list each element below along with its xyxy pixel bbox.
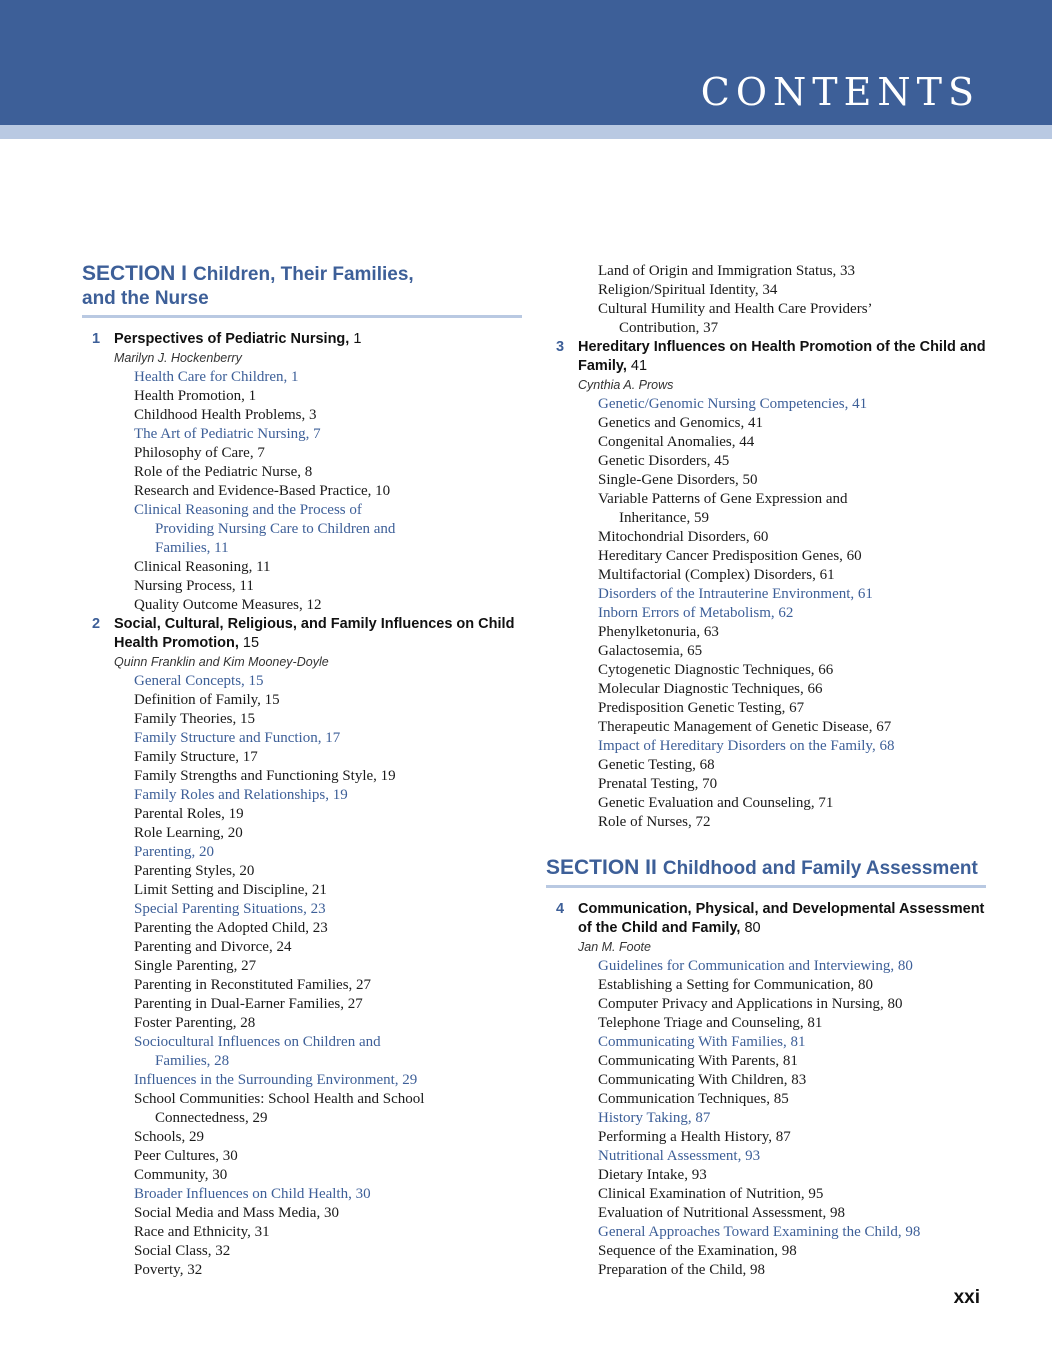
- chapter-page: 1: [349, 331, 362, 347]
- toc-heading-link[interactable]: [82, 1033, 522, 1071]
- entry-text: Parenting the Adopted Child, 23: [134, 920, 328, 936]
- entry-text: Guidelines for Communication and Interviewing, 80: [598, 958, 913, 974]
- chapter-page: 80: [740, 920, 761, 936]
- toc-subentry[interactable]: [82, 387, 522, 406]
- entry-text: Special Parenting Situations, 23: [134, 901, 326, 917]
- toc-subentry[interactable]: [546, 995, 986, 1014]
- toc-subentry[interactable]: [82, 957, 522, 976]
- section-heading: [546, 856, 986, 881]
- toc-subentry[interactable]: [82, 976, 522, 995]
- toc-subentry[interactable]: [546, 680, 986, 699]
- toc-subentry[interactable]: [82, 691, 522, 710]
- chapter-entry[interactable]: [546, 900, 986, 938]
- entry-text: Impact of Hereditary Disorders on the Family, 68: [598, 738, 895, 754]
- entry-continuation: Families, 28: [155, 1053, 230, 1069]
- toc-right-column: [546, 262, 986, 1280]
- toc-subentry[interactable]: [82, 995, 522, 1014]
- toc-subentry[interactable]: [82, 406, 522, 425]
- toc-subentry[interactable]: [546, 642, 986, 661]
- entry-text: Molecular Diagnostic Techniques, 66: [598, 681, 823, 697]
- chapter-entry[interactable]: [82, 330, 522, 349]
- toc-heading-link[interactable]: [546, 737, 986, 756]
- entry-text: Sequence of the Examination, 98: [598, 1243, 797, 1259]
- entry-text: Dietary Intake, 93: [598, 1167, 707, 1183]
- entry-text: Religion/Spiritual Identity, 34: [598, 282, 778, 298]
- toc-heading-link[interactable]: [82, 1185, 522, 1204]
- entry-text: Definition of Family, 15: [134, 692, 280, 708]
- section-rule: [546, 885, 986, 888]
- toc-subentry[interactable]: [82, 1223, 522, 1242]
- entry-text: Establishing a Setting for Communication, 80: [598, 977, 873, 993]
- entry-text: Cultural Humility and Health Care Providers’: [598, 301, 873, 317]
- toc-subentry[interactable]: [82, 824, 522, 843]
- toc-subentry[interactable]: [82, 710, 522, 729]
- entry-text: Race and Ethnicity, 31: [134, 1224, 270, 1240]
- chapter-number: 3: [556, 339, 565, 355]
- toc-subentry[interactable]: [82, 463, 522, 482]
- chapter-author: Marilyn J. Hockenberry: [114, 351, 242, 365]
- entry-text: Single-Gene Disorders, 50: [598, 472, 758, 488]
- toc-subentry[interactable]: [82, 938, 522, 957]
- toc-heading-link[interactable]: [546, 1147, 986, 1166]
- toc-heading-link[interactable]: [546, 604, 986, 623]
- entry-text: Sociocultural Influences on Children and: [134, 1034, 381, 1050]
- toc-subentry[interactable]: [546, 718, 986, 737]
- chapter-entry[interactable]: [82, 615, 522, 653]
- entry-text: Family Structure and Function, 17: [134, 730, 341, 746]
- chapter-number: 4: [556, 901, 565, 917]
- entry-text: Preparation of the Child, 98: [598, 1262, 766, 1278]
- entry-text: Land of Origin and Immigration Status, 33: [598, 263, 856, 279]
- section-heading: [82, 262, 522, 311]
- entry-text: Evaluation of Nutritional Assessment, 98: [598, 1205, 846, 1221]
- entry-continuation: Families, 11: [155, 540, 229, 556]
- chapter-author: Quinn Franklin and Kim Mooney-Doyle: [114, 655, 329, 669]
- toc-subentry[interactable]: [546, 661, 986, 680]
- toc-subentry[interactable]: [82, 1090, 522, 1128]
- entry-text: Nutritional Assessment, 93: [598, 1148, 761, 1164]
- toc-subentry[interactable]: [546, 813, 986, 832]
- toc-left-column: [82, 262, 522, 1280]
- toc-subentry[interactable]: [82, 444, 522, 463]
- toc-subentry[interactable]: [82, 1166, 522, 1185]
- toc-subentry[interactable]: [546, 1185, 986, 1204]
- entry-text: Mitochondrial Disorders, 60: [598, 529, 769, 545]
- toc-subentry[interactable]: [82, 1242, 522, 1261]
- entry-text: Communication Techniques, 85: [598, 1091, 789, 1107]
- entry-text: Peer Cultures, 30: [134, 1148, 238, 1164]
- entry-continuation: Providing Nursing Care to Children and: [155, 521, 396, 537]
- toc-subentry[interactable]: [82, 805, 522, 824]
- toc-heading-link[interactable]: [546, 1033, 986, 1052]
- entry-text: History Taking, 87: [598, 1110, 711, 1126]
- toc-subentry[interactable]: [82, 1147, 522, 1166]
- toc-subentry[interactable]: [82, 1261, 522, 1280]
- toc-subentry[interactable]: [82, 748, 522, 767]
- toc-heading-link[interactable]: [546, 1109, 986, 1128]
- entry-text: Computer Privacy and Applications in Nursing, 80: [598, 996, 903, 1012]
- entry-text: Variable Patterns of Gene Expression and: [598, 491, 848, 507]
- toc-subentry[interactable]: [546, 1071, 986, 1090]
- toc-subentry[interactable]: [82, 1014, 522, 1033]
- entry-text: Role of Nurses, 72: [598, 814, 711, 830]
- entry-text: Family Theories, 15: [134, 711, 255, 727]
- entry-text: Genetic/Genomic Nursing Competencies, 41: [598, 396, 868, 412]
- entry-text: Multifactorial (Complex) Disorders, 61: [598, 567, 835, 583]
- toc-subentry[interactable]: [82, 596, 522, 615]
- toc-subentry[interactable]: [546, 433, 986, 452]
- toc-subentry[interactable]: [546, 414, 986, 433]
- entry-text: Predisposition Genetic Testing, 67: [598, 700, 805, 716]
- toc-subentry[interactable]: [82, 558, 522, 577]
- section-label: SECTION II: [546, 856, 657, 879]
- entry-text: Telephone Triage and Counseling, 81: [598, 1015, 823, 1031]
- toc-subentry[interactable]: [546, 471, 986, 490]
- entry-text: Schools, 29: [134, 1129, 205, 1145]
- entry-text: Family Roles and Relationships, 19: [134, 787, 348, 803]
- entry-text: Health Promotion, 1: [134, 388, 257, 404]
- chapter-author: Cynthia A. Prows: [578, 378, 674, 392]
- chapter-number: 1: [92, 331, 101, 347]
- section-title-line2: and the Nurse: [82, 288, 209, 309]
- toc-subentry[interactable]: [82, 862, 522, 881]
- entry-text: Family Strengths and Functioning Style, 19: [134, 768, 396, 784]
- toc-subentry[interactable]: [546, 262, 986, 281]
- entry-text: Childhood Health Problems, 3: [134, 407, 317, 423]
- toc-heading-link[interactable]: [546, 395, 986, 414]
- toc-subentry[interactable]: [546, 756, 986, 775]
- entry-text: Performing a Health History, 87: [598, 1129, 791, 1145]
- entry-text: General Concepts, 15: [134, 673, 264, 689]
- toc-heading-link[interactable]: [82, 843, 522, 862]
- entry-text: Foster Parenting, 28: [134, 1015, 256, 1031]
- toc-subentry[interactable]: [546, 1204, 986, 1223]
- chapter-page: 15: [238, 635, 260, 651]
- toc-subentry[interactable]: [546, 490, 986, 528]
- toc-subentry[interactable]: [546, 1014, 986, 1033]
- chapter-title: Hereditary Influences on Health Promotion of the Child and Family,: [578, 339, 986, 374]
- entry-text: General Approaches Toward Examining the Child, 98: [598, 1224, 921, 1240]
- entry-text: Parenting in Dual-Earner Families, 27: [134, 996, 363, 1012]
- toc-heading-link[interactable]: [546, 1223, 986, 1242]
- toc-heading-link[interactable]: [82, 1071, 522, 1090]
- toc-subentry[interactable]: [546, 794, 986, 813]
- entry-text: Research and Evidence-Based Practice, 10: [134, 483, 391, 499]
- entry-text: Communicating With Families, 81: [598, 1034, 806, 1050]
- toc-subentry[interactable]: [546, 528, 986, 547]
- toc-subentry[interactable]: [546, 566, 986, 585]
- entry-text: Congenital Anomalies, 44: [598, 434, 755, 450]
- toc-heading-link[interactable]: [546, 957, 986, 976]
- entry-text: Genetic Evaluation and Counseling, 71: [598, 795, 834, 811]
- toc-heading-link[interactable]: [82, 729, 522, 748]
- toc-subentry[interactable]: [546, 699, 986, 718]
- entry-text: The Art of Pediatric Nursing, 7: [134, 426, 321, 442]
- toc-subentry[interactable]: [546, 547, 986, 566]
- entry-text: Limit Setting and Discipline, 21: [134, 882, 327, 898]
- entry-text: Prenatal Testing, 70: [598, 776, 718, 792]
- toc-subentry[interactable]: [82, 482, 522, 501]
- entry-text: Influences in the Surrounding Environment, 29: [134, 1072, 418, 1088]
- toc-subentry[interactable]: [82, 881, 522, 900]
- entry-text: Galactosemia, 65: [598, 643, 703, 659]
- entry-text: Cytogenetic Diagnostic Techniques, 66: [598, 662, 834, 678]
- entry-text: Genetic Disorders, 45: [598, 453, 730, 469]
- chapter-number: 2: [92, 616, 101, 632]
- entry-text: Parenting, 20: [134, 844, 214, 860]
- chapter-page: 41: [626, 358, 648, 374]
- entry-text: Disorders of the Intrauterine Environment, 61: [598, 586, 873, 602]
- entry-text: Role of the Pediatric Nurse, 8: [134, 464, 313, 480]
- entry-text: Broader Influences on Child Health, 30: [134, 1186, 371, 1202]
- toc-heading-link[interactable]: [82, 425, 522, 444]
- entry-text: Communicating With Parents, 81: [598, 1053, 798, 1069]
- toc-heading-link[interactable]: [82, 501, 522, 558]
- entry-text: Social Media and Mass Media, 30: [134, 1205, 339, 1221]
- entry-text: Parenting in Reconstituted Families, 27: [134, 977, 372, 993]
- entry-continuation: Inheritance, 59: [619, 510, 709, 526]
- chapter-entry[interactable]: [546, 338, 986, 376]
- toc-subentry[interactable]: [82, 577, 522, 596]
- toc-subentry[interactable]: [82, 767, 522, 786]
- toc-heading-link[interactable]: [82, 672, 522, 691]
- toc-subentry[interactable]: [546, 1242, 986, 1261]
- toc-heading-link[interactable]: [82, 368, 522, 387]
- entry-text: School Communities: School Health and School: [134, 1091, 425, 1107]
- toc-subentry[interactable]: [82, 1204, 522, 1223]
- entry-text: Hereditary Cancer Predisposition Genes, 60: [598, 548, 862, 564]
- section-title: Childhood and Family Assessment: [662, 858, 978, 879]
- entry-text: Family Structure, 17: [134, 749, 258, 765]
- toc-heading-link[interactable]: [82, 786, 522, 805]
- chapter-title: Communication, Physical, and Developmental Assessment of the Child and Family,: [578, 901, 985, 936]
- toc-subentry[interactable]: [546, 623, 986, 642]
- toc-subentry[interactable]: [546, 452, 986, 471]
- toc-subentry[interactable]: [82, 919, 522, 938]
- entry-text: Genetics and Genomics, 41: [598, 415, 763, 431]
- chapter-title: Perspectives of Pediatric Nursing,: [114, 331, 350, 347]
- chapter-title: Social, Cultural, Religious, and Family Influences on Child Health Promotion,: [114, 616, 515, 651]
- entry-continuation: Contribution, 37: [619, 320, 719, 336]
- toc-subentry[interactable]: [546, 775, 986, 794]
- entry-text: Single Parenting, 27: [134, 958, 257, 974]
- section-rule: [82, 315, 522, 318]
- toc-subentry[interactable]: [546, 1261, 986, 1280]
- page-title: CONTENTS: [700, 70, 980, 114]
- entry-text: Inborn Errors of Metabolism, 62: [598, 605, 794, 621]
- section-label: SECTION I: [82, 262, 188, 285]
- entry-text: Communicating With Children, 83: [598, 1072, 807, 1088]
- entry-continuation: Connectedness, 29: [155, 1110, 268, 1126]
- entry-text: Philosophy of Care, 7: [134, 445, 265, 461]
- entry-text: Parenting Styles, 20: [134, 863, 255, 879]
- header-stripe: [0, 125, 1052, 139]
- entry-text: Nursing Process, 11: [134, 578, 254, 594]
- toc-subentry[interactable]: [546, 1166, 986, 1185]
- toc-heading-link[interactable]: [546, 585, 986, 604]
- toc-subentry[interactable]: [546, 300, 986, 338]
- toc-subentry[interactable]: [546, 1128, 986, 1147]
- entry-text: Quality Outcome Measures, 12: [134, 597, 322, 613]
- entry-text: Therapeutic Management of Genetic Disease, 67: [598, 719, 892, 735]
- entry-text: Health Care for Children, 1: [134, 369, 299, 385]
- chapter-author: Jan M. Foote: [578, 940, 651, 954]
- entry-text: Clinical Examination of Nutrition, 95: [598, 1186, 824, 1202]
- toc-subentry[interactable]: [82, 1128, 522, 1147]
- entry-text: Role Learning, 20: [134, 825, 243, 841]
- toc-subentry[interactable]: [546, 1090, 986, 1109]
- toc-subentry[interactable]: [546, 281, 986, 300]
- entry-text: Poverty, 32: [134, 1262, 203, 1278]
- entry-text: Clinical Reasoning and the Process of: [134, 502, 362, 518]
- toc-subentry[interactable]: [546, 1052, 986, 1071]
- entry-text: Phenylketonuria, 63: [598, 624, 719, 640]
- entry-text: Social Class, 32: [134, 1243, 231, 1259]
- entry-text: Genetic Testing, 68: [598, 757, 715, 773]
- entry-text: Community, 30: [134, 1167, 228, 1183]
- entry-text: Clinical Reasoning, 11: [134, 559, 271, 575]
- toc-subentry[interactable]: [546, 976, 986, 995]
- entry-text: Parental Roles, 19: [134, 806, 244, 822]
- section-title: Children, Their Families,: [193, 264, 414, 285]
- entry-text: Parenting and Divorce, 24: [134, 939, 292, 955]
- toc-heading-link[interactable]: [82, 900, 522, 919]
- page-number: xxi: [953, 1287, 980, 1308]
